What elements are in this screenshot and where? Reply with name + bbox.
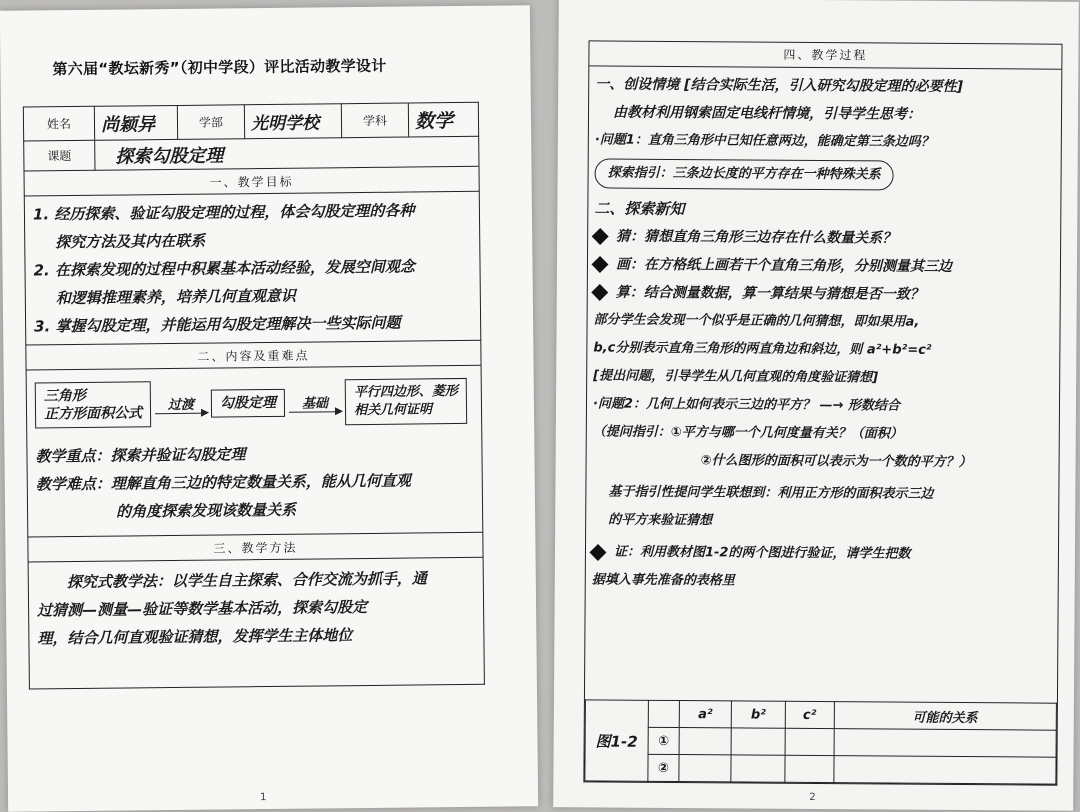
method-line: 理，结合几何直观验证猜想，发挥学生主体地位 <box>37 626 353 648</box>
flow-box-line: 相关几何证明 <box>353 402 433 419</box>
question-2: ·问题2：几何上如何表示三边的平方？ —→ 形数结合 <box>592 396 900 414</box>
verification-table <box>584 699 1057 784</box>
flow-box-geometry <box>345 378 467 425</box>
question-1: ·问题1：直角三角形中已知任意两边，能确定第三条边吗？ <box>594 132 934 150</box>
hint-1-oval: 探索指引：三条边长度的平方存在一种特殊关系 <box>595 158 894 190</box>
page-number: 1 <box>260 792 267 804</box>
table-header: a² <box>679 701 731 728</box>
flow-box-pythagorean: 勾股定理 <box>211 389 285 418</box>
page-number: 2 <box>809 791 816 804</box>
step-guess <box>594 222 1054 253</box>
dept-label: 学部 <box>177 105 244 140</box>
table-header: c² <box>785 701 834 728</box>
process-frame <box>583 40 1062 785</box>
name-label: 姓名 <box>23 106 94 141</box>
arrow-icon <box>289 411 341 413</box>
method-line: 探究式教学法：以学生自主探索、合作交流为抓手，通 <box>66 569 427 592</box>
subject-label: 学科 <box>341 103 408 138</box>
table-cell <box>679 755 731 782</box>
table-row <box>585 727 1056 757</box>
flow-box-line: 平行四边形、菱形 <box>353 384 458 401</box>
goal-line: 2. 在探索发现的过程中积累基本活动经验，发展空间观念 <box>33 257 415 280</box>
table-header: 可能的关系 <box>834 702 1057 731</box>
lesson-design-form <box>23 102 485 690</box>
prove-text: 证：利用教材图1-2的两个图进行验证，请学生把数 <box>613 544 911 562</box>
goal-line: 和逻辑推理素养，培养几何直观意识 <box>55 286 296 308</box>
step-text: 画：在方格纸上画若干个直角三角形，分别测量其三边 <box>615 256 953 275</box>
discover-line: b,c分别表示直角三角形的两直角边和斜边，则 a²+b²=c² <box>593 340 932 358</box>
part1-heading: 一、创设情境 [结合实际生活，引入研究勾股定理的必要性] <box>595 76 963 96</box>
prove-line: 据填入事先准备的表格里 <box>591 572 735 589</box>
document-title: 第六届“教坛新秀”（初中学段）评比活动教学设计 <box>52 56 387 79</box>
arrow-label: 过渡 <box>167 397 195 414</box>
topic-value: 探索勾股定理 <box>95 136 479 170</box>
flow-arrow-foundation <box>289 392 341 413</box>
goal-line: 1. 经历探索、验证勾股定理的过程，体会勾股定理的各种 <box>32 201 415 224</box>
flow-arrow-transition <box>155 394 207 415</box>
step-text: 猜：猜想直角三角形三边存在什么数量关系？ <box>616 228 897 247</box>
knowledge-flow-diagram <box>35 370 474 437</box>
row-marker: ① <box>648 727 679 754</box>
difficulty-point-cont: 的角度探索发现该数量关系 <box>115 500 297 521</box>
intro-line: 由教材利用钢索固定电线杆情境，引导学生思考： <box>612 104 922 123</box>
table-cell <box>679 728 731 755</box>
section-goals-heading: 一、教学目标 <box>24 166 479 196</box>
table-row-label: 图1-2 <box>585 700 649 781</box>
table-header: b² <box>731 701 785 728</box>
table-row <box>585 754 1056 784</box>
worksheet-page-2 <box>553 0 1079 811</box>
table-cell <box>785 728 834 755</box>
diamond-bullet-icon <box>591 256 608 273</box>
school-name: 光明学校 <box>244 104 341 139</box>
part2-heading: 二、探索新知 <box>594 199 685 219</box>
diamond-bullet-icon <box>591 284 608 301</box>
prove-line <box>592 538 1052 569</box>
diamond-bullet-icon <box>589 543 606 560</box>
table-corner-cell <box>648 700 679 727</box>
teacher-name: 尚颖异 <box>94 105 177 140</box>
table-cell <box>731 755 785 782</box>
key-point: 教学重点：探索并验证勾股定理 <box>35 445 246 466</box>
diamond-bullet-icon <box>592 228 609 245</box>
scaffold-line: 的平方来验证猜想 <box>608 512 713 529</box>
subject-value: 数学 <box>408 102 478 137</box>
table-cell <box>834 729 1057 758</box>
process-content <box>586 66 1062 601</box>
step-calc <box>594 278 1054 309</box>
flow-box-line: 三角形 <box>43 387 86 405</box>
discover-line: [提出问题，引导学生从几何直观的角度验证猜想] <box>593 368 879 386</box>
arrow-icon <box>155 413 207 415</box>
hint-1 <box>595 158 1055 191</box>
section-process-heading: 四、教学过程 <box>589 41 1061 69</box>
discover-line: 部分学生会发现一个似乎是正确的几何猜想，即如果用a, <box>593 312 920 330</box>
topic-label: 课题 <box>24 140 95 171</box>
section-method-heading: 三、教学方法 <box>28 532 483 562</box>
table-cell <box>785 755 834 782</box>
worksheet-page-1 <box>0 5 538 812</box>
step-text: 算：结合测量数据，算一算结果与猜想是否一致？ <box>615 284 924 303</box>
table-cell <box>731 728 785 755</box>
method-line: 过猜测—测量—验证等数学基本活动，探索勾股定 <box>37 597 368 620</box>
scaffold-line: 基于指引性提问学生联想到：利用正方形的面积表示三边 <box>608 484 934 502</box>
step-draw <box>594 250 1054 281</box>
arrow-label: 基础 <box>301 396 329 412</box>
goal-line: 3. 掌握勾股定理，并能运用勾股定理解决一些实际问题 <box>34 313 401 336</box>
section-content-heading: 二、内容及重难点 <box>26 340 481 370</box>
table-cell <box>833 756 1056 785</box>
goal-line: 探究方法及其内在联系 <box>55 231 206 252</box>
content-block <box>26 365 483 537</box>
row-marker: ② <box>648 754 679 781</box>
flow-box-triangle <box>35 381 151 428</box>
hint-2b: ②什么图形的面积可以表示为一个数的平方？） <box>700 453 972 471</box>
goals-block <box>24 191 481 345</box>
hint-2a: （提问指引：①平方与哪一个几何度量有关？（面积） <box>592 424 903 442</box>
flow-box-line: 正方形面积公式 <box>43 405 143 423</box>
method-block <box>28 557 484 689</box>
difficulty-point: 教学难点：理解直角三边的特定数量关系，能从几何直观 <box>35 471 411 494</box>
